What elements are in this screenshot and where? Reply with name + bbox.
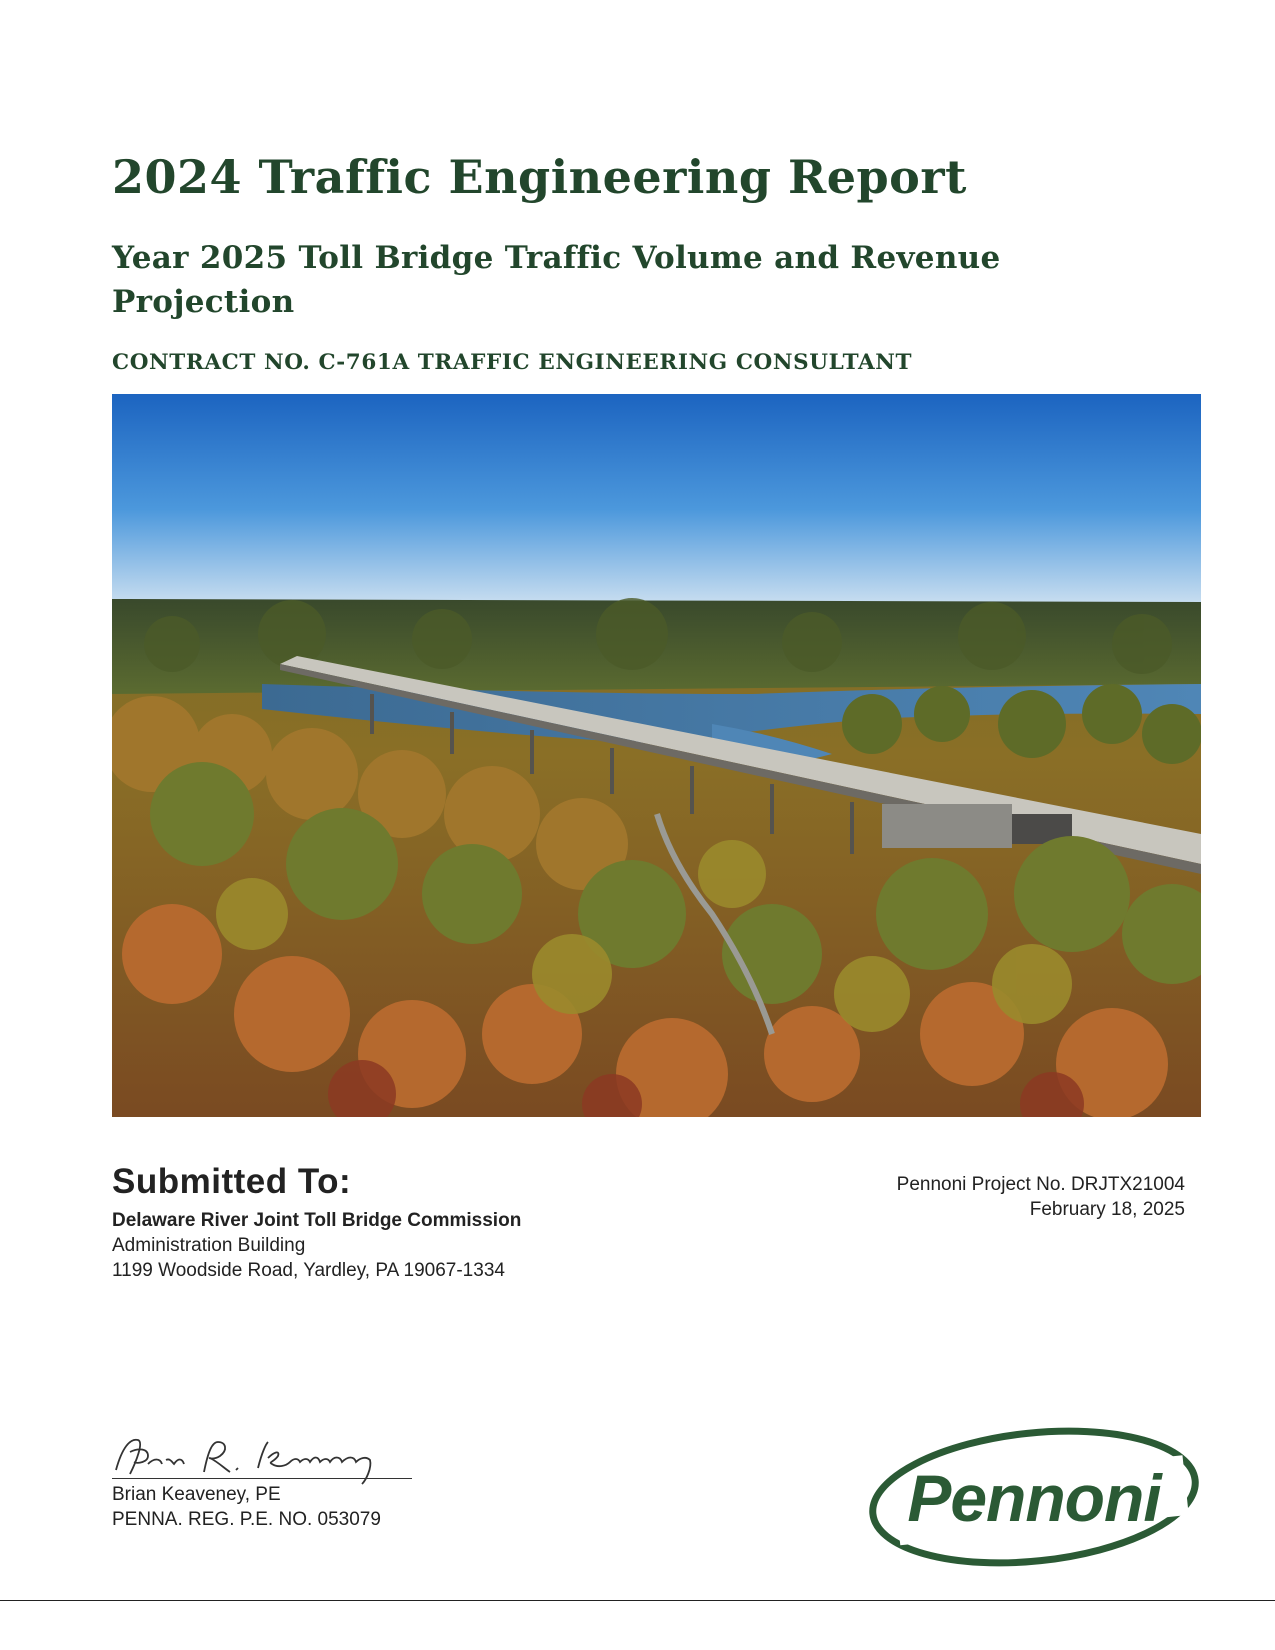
signer-registration: PENNA. REG. P.E. NO. 053079 (112, 1509, 381, 1530)
project-info (897, 1172, 1185, 1222)
signer-name: Brian Keaveney, PE (112, 1484, 281, 1505)
submitted-to-heading: Submitted To: (112, 1162, 352, 1201)
signature-line (112, 1478, 412, 1479)
recipient-address: 1199 Woodside Road, Yardley, PA 19067-1334 (112, 1260, 505, 1281)
cover-photo (112, 394, 1201, 1117)
report-date: February 18, 2025 (1029, 1199, 1185, 1220)
svg-text:Pennoni: Pennoni (907, 1461, 1161, 1535)
recipient-building: Administration Building (112, 1235, 306, 1256)
report-subtitle: Year 2025 Toll Bridge Traffic Volume and Revenue Projection (112, 240, 1001, 320)
contract-number: CONTRACT NO. C-761A TRAFFIC ENGINEERING CONSULTANT (112, 350, 913, 375)
pennoni-logo (866, 1425, 1202, 1567)
bottom-rule (0, 1600, 1275, 1601)
recipient-block (112, 1208, 521, 1283)
signature-icon (108, 1428, 418, 1488)
report-title: 2024 Traffic Engineering Report (112, 150, 967, 204)
project-number: Pennoni Project No. DRJTX21004 (896, 1174, 1185, 1195)
signer-block (112, 1482, 381, 1532)
recipient-organization: Delaware River Joint Toll Bridge Commission (112, 1210, 522, 1231)
